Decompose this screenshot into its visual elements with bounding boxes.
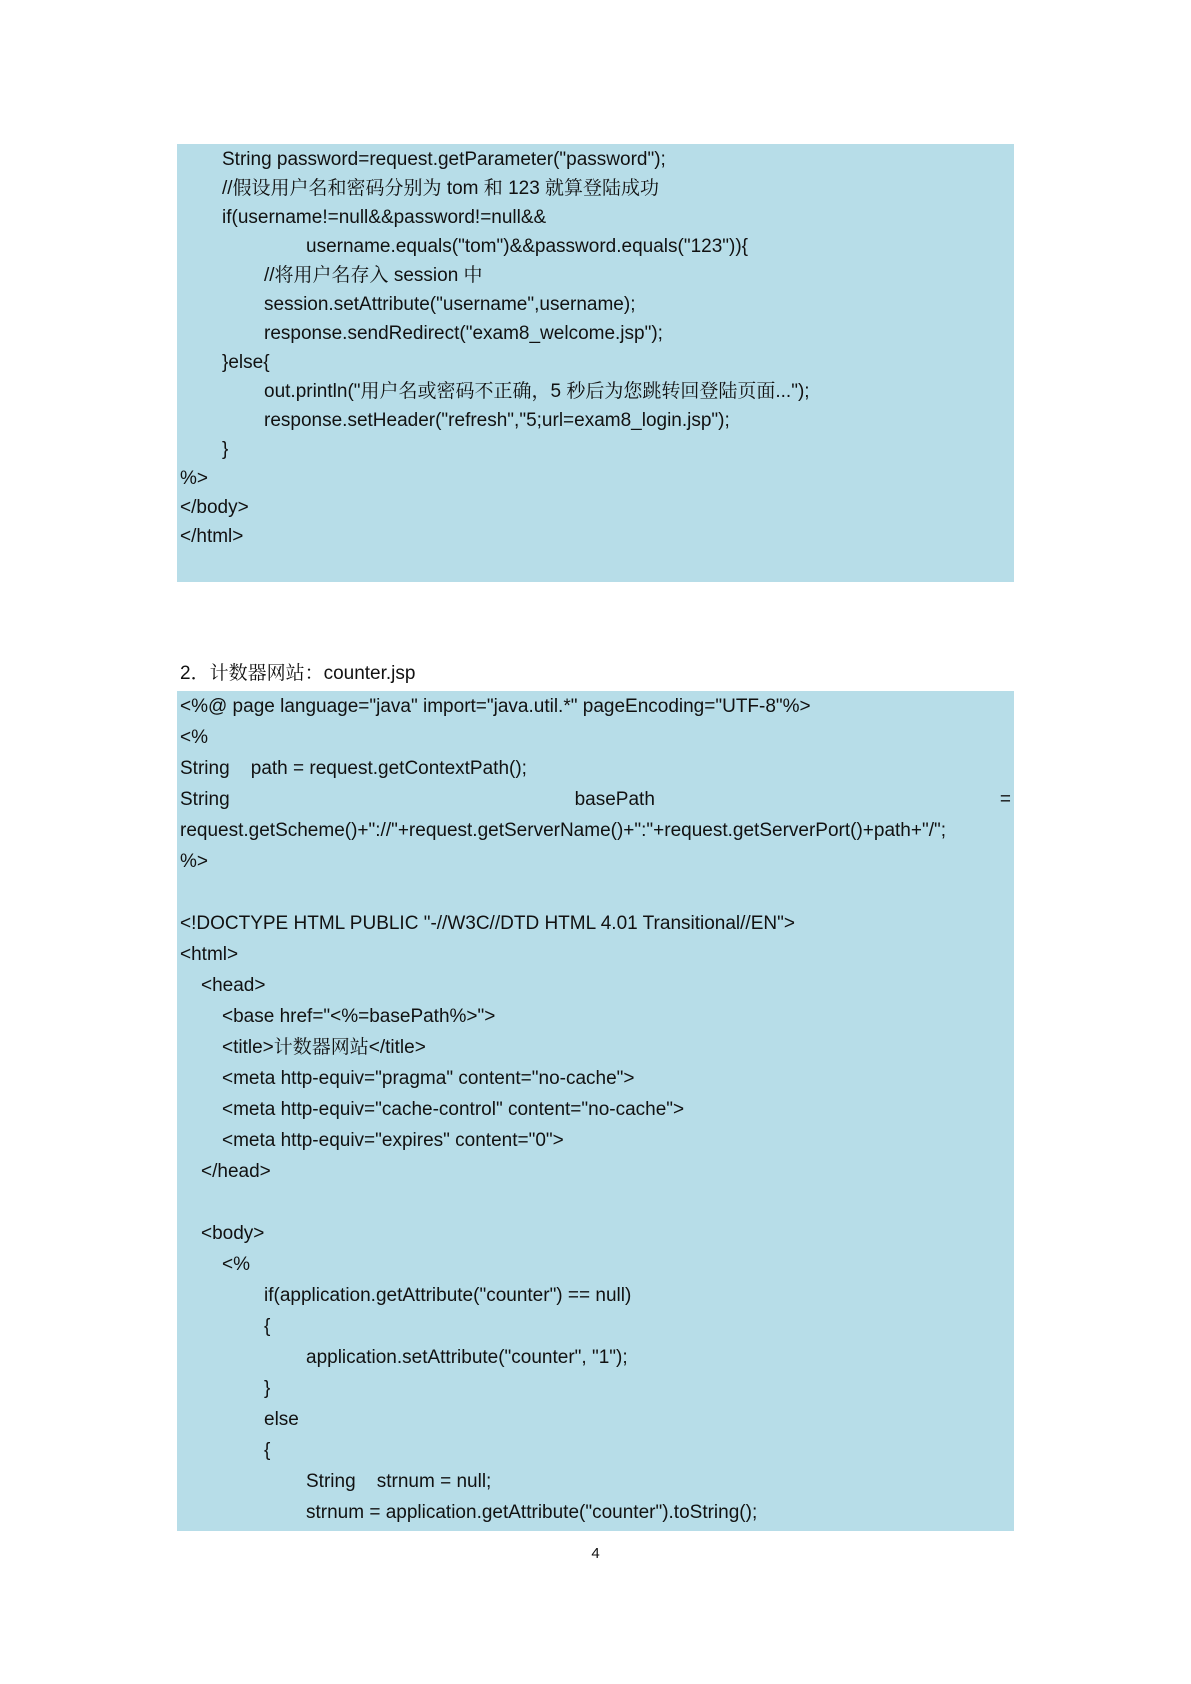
code-line: application.setAttribute("counter", "1"); [306, 1347, 628, 1368]
code-line: <!DOCTYPE HTML PUBLIC "-//W3C//DTD HTML 4.01 Transitional//EN"> [180, 913, 795, 934]
code-token: String [180, 789, 230, 810]
code-line: %> [180, 851, 208, 872]
code-line: <meta http-equiv="cache-control" content="no-cache"> [222, 1099, 685, 1120]
code-line: String path = request.getContextPath(); [180, 758, 527, 779]
code-block-login-check [177, 144, 1014, 582]
code-line: response.sendRedirect("exam8_welcome.jsp"); [264, 323, 663, 344]
code-line: response.setHeader("refresh","5;url=exam8_login.jsp"); [264, 410, 730, 431]
page-number: 4 [591, 1545, 600, 1562]
code-line: else [264, 1409, 299, 1430]
code-line-justified [180, 784, 1011, 815]
code-line: <% [180, 727, 208, 748]
code-line: out.println("用户名或密码不正确，5 秒后为您跳转回登陆页面..."); [264, 381, 810, 402]
code-line: //将用户名存入 session 中 [264, 265, 483, 286]
section-caption: 2．计数器网站：counter.jsp [180, 663, 416, 684]
code-line: <head> [201, 975, 266, 996]
code-line: <base href="<%=basePath%>"> [222, 1006, 496, 1027]
code-line: String password=request.getParameter("password"); [222, 149, 666, 170]
code-line: <title>计数器网站</title> [222, 1037, 426, 1058]
code-line: <meta http-equiv="pragma" content="no-cache"> [222, 1068, 635, 1089]
code-line: } [222, 439, 229, 460]
code-line: <meta http-equiv="expires" content="0"> [222, 1130, 564, 1151]
code-line: String strnum = null; [306, 1471, 492, 1492]
code-line: </body> [180, 497, 249, 518]
code-line: <body> [201, 1223, 265, 1244]
code-line: if(username!=null&&password!=null&& [222, 207, 547, 228]
code-line: <% [222, 1254, 250, 1275]
code-line: <%@ page language="java" import="java.util.*" pageEncoding="UTF-8"%> [180, 696, 811, 717]
code-line: { [264, 1440, 271, 1461]
code-line: session.setAttribute("username",username); [264, 294, 636, 315]
code-line: </head> [201, 1161, 271, 1182]
code-line: strnum = application.getAttribute("counter").toString(); [306, 1502, 758, 1523]
code-line: request.getScheme()+"://"+request.getServerName()+":"+request.getServerPort()+path+"/"; [180, 820, 947, 841]
code-token: = [999, 789, 1011, 810]
code-line: { [264, 1316, 271, 1337]
code-block-counter-jsp [177, 691, 1014, 1531]
code-line: } [264, 1378, 271, 1399]
code-line: %> [180, 468, 208, 489]
code-line: username.equals("tom")&&password.equals("123")){ [306, 236, 749, 257]
code-line: }else{ [222, 352, 270, 373]
code-line: <html> [180, 944, 239, 965]
code-line: if(application.getAttribute("counter") == null) [264, 1285, 632, 1306]
code-line: //假设用户名和密码分别为 tom 和 123 就算登陆成功 [222, 178, 660, 199]
code-token: basePath [574, 789, 655, 810]
code-line: </html> [180, 526, 244, 547]
